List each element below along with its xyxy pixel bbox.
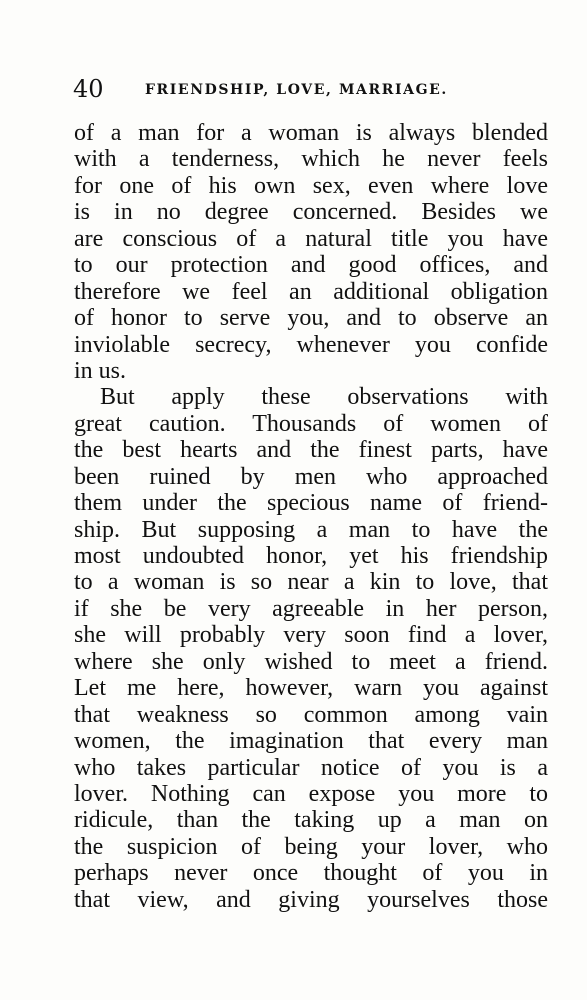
text-line: inviolable secrecy, whenever you confide [74, 331, 548, 358]
text-line: of honor to serve you, and to observe an [74, 305, 548, 332]
text-line: great caution. Thousands of women of [74, 410, 548, 437]
text-line: ship. But supposing a man to have the [74, 516, 548, 543]
text-line: are conscious of a natural title you have [74, 225, 548, 252]
text-line: she will probably very soon find a lover, [74, 622, 548, 649]
text-line: most undoubted honor, yet his friendship [74, 543, 548, 569]
text-line: if she be very agreeable in her person, [74, 595, 548, 622]
body-text [74, 120, 548, 913]
text-line: But apply these observations with [100, 384, 548, 411]
text-line: that weakness so common among vain [74, 701, 548, 728]
text-line: ridicule, than the taking up a man on [74, 807, 548, 834]
text-line: perhaps never once thought of you in [74, 860, 548, 887]
text-line: been ruined by men who approached [74, 463, 548, 490]
text-line: who takes particular notice of you is a [74, 754, 548, 781]
text-line: that view, and giving yourselves those [74, 886, 548, 913]
page-number: 40 [73, 75, 104, 103]
text-line: the best hearts and the finest parts, have [74, 437, 548, 464]
text-line: lover. Nothing can expose you more to [74, 780, 548, 807]
text-line: with a tenderness, which he never feels [74, 146, 548, 173]
text-line: them under the specious name of friend- [74, 490, 548, 517]
running-title: FRIENDSHIP, LOVE, MARRIAGE. [145, 82, 448, 98]
text-line: where she only wished to meet a friend. [74, 648, 548, 675]
running-head [73, 74, 547, 108]
text-line: the suspicion of being your lover, who [74, 833, 548, 860]
text-line: women, the imagination that every man [74, 728, 548, 755]
text-line: of a man for a woman is always blended [74, 120, 548, 146]
text-line: is in no degree concerned. Besides we [74, 199, 548, 226]
text-line: for one of his own sex, even where love [74, 172, 548, 199]
text-line: Let me here, however, warn you against [74, 675, 548, 702]
text-line: therefore we feel an additional obligation [74, 278, 548, 305]
text-line: to our protection and good offices, and [74, 252, 548, 279]
text-line: in us. [74, 357, 127, 384]
text-line: to a woman is so near a kin to love, that [74, 569, 548, 596]
